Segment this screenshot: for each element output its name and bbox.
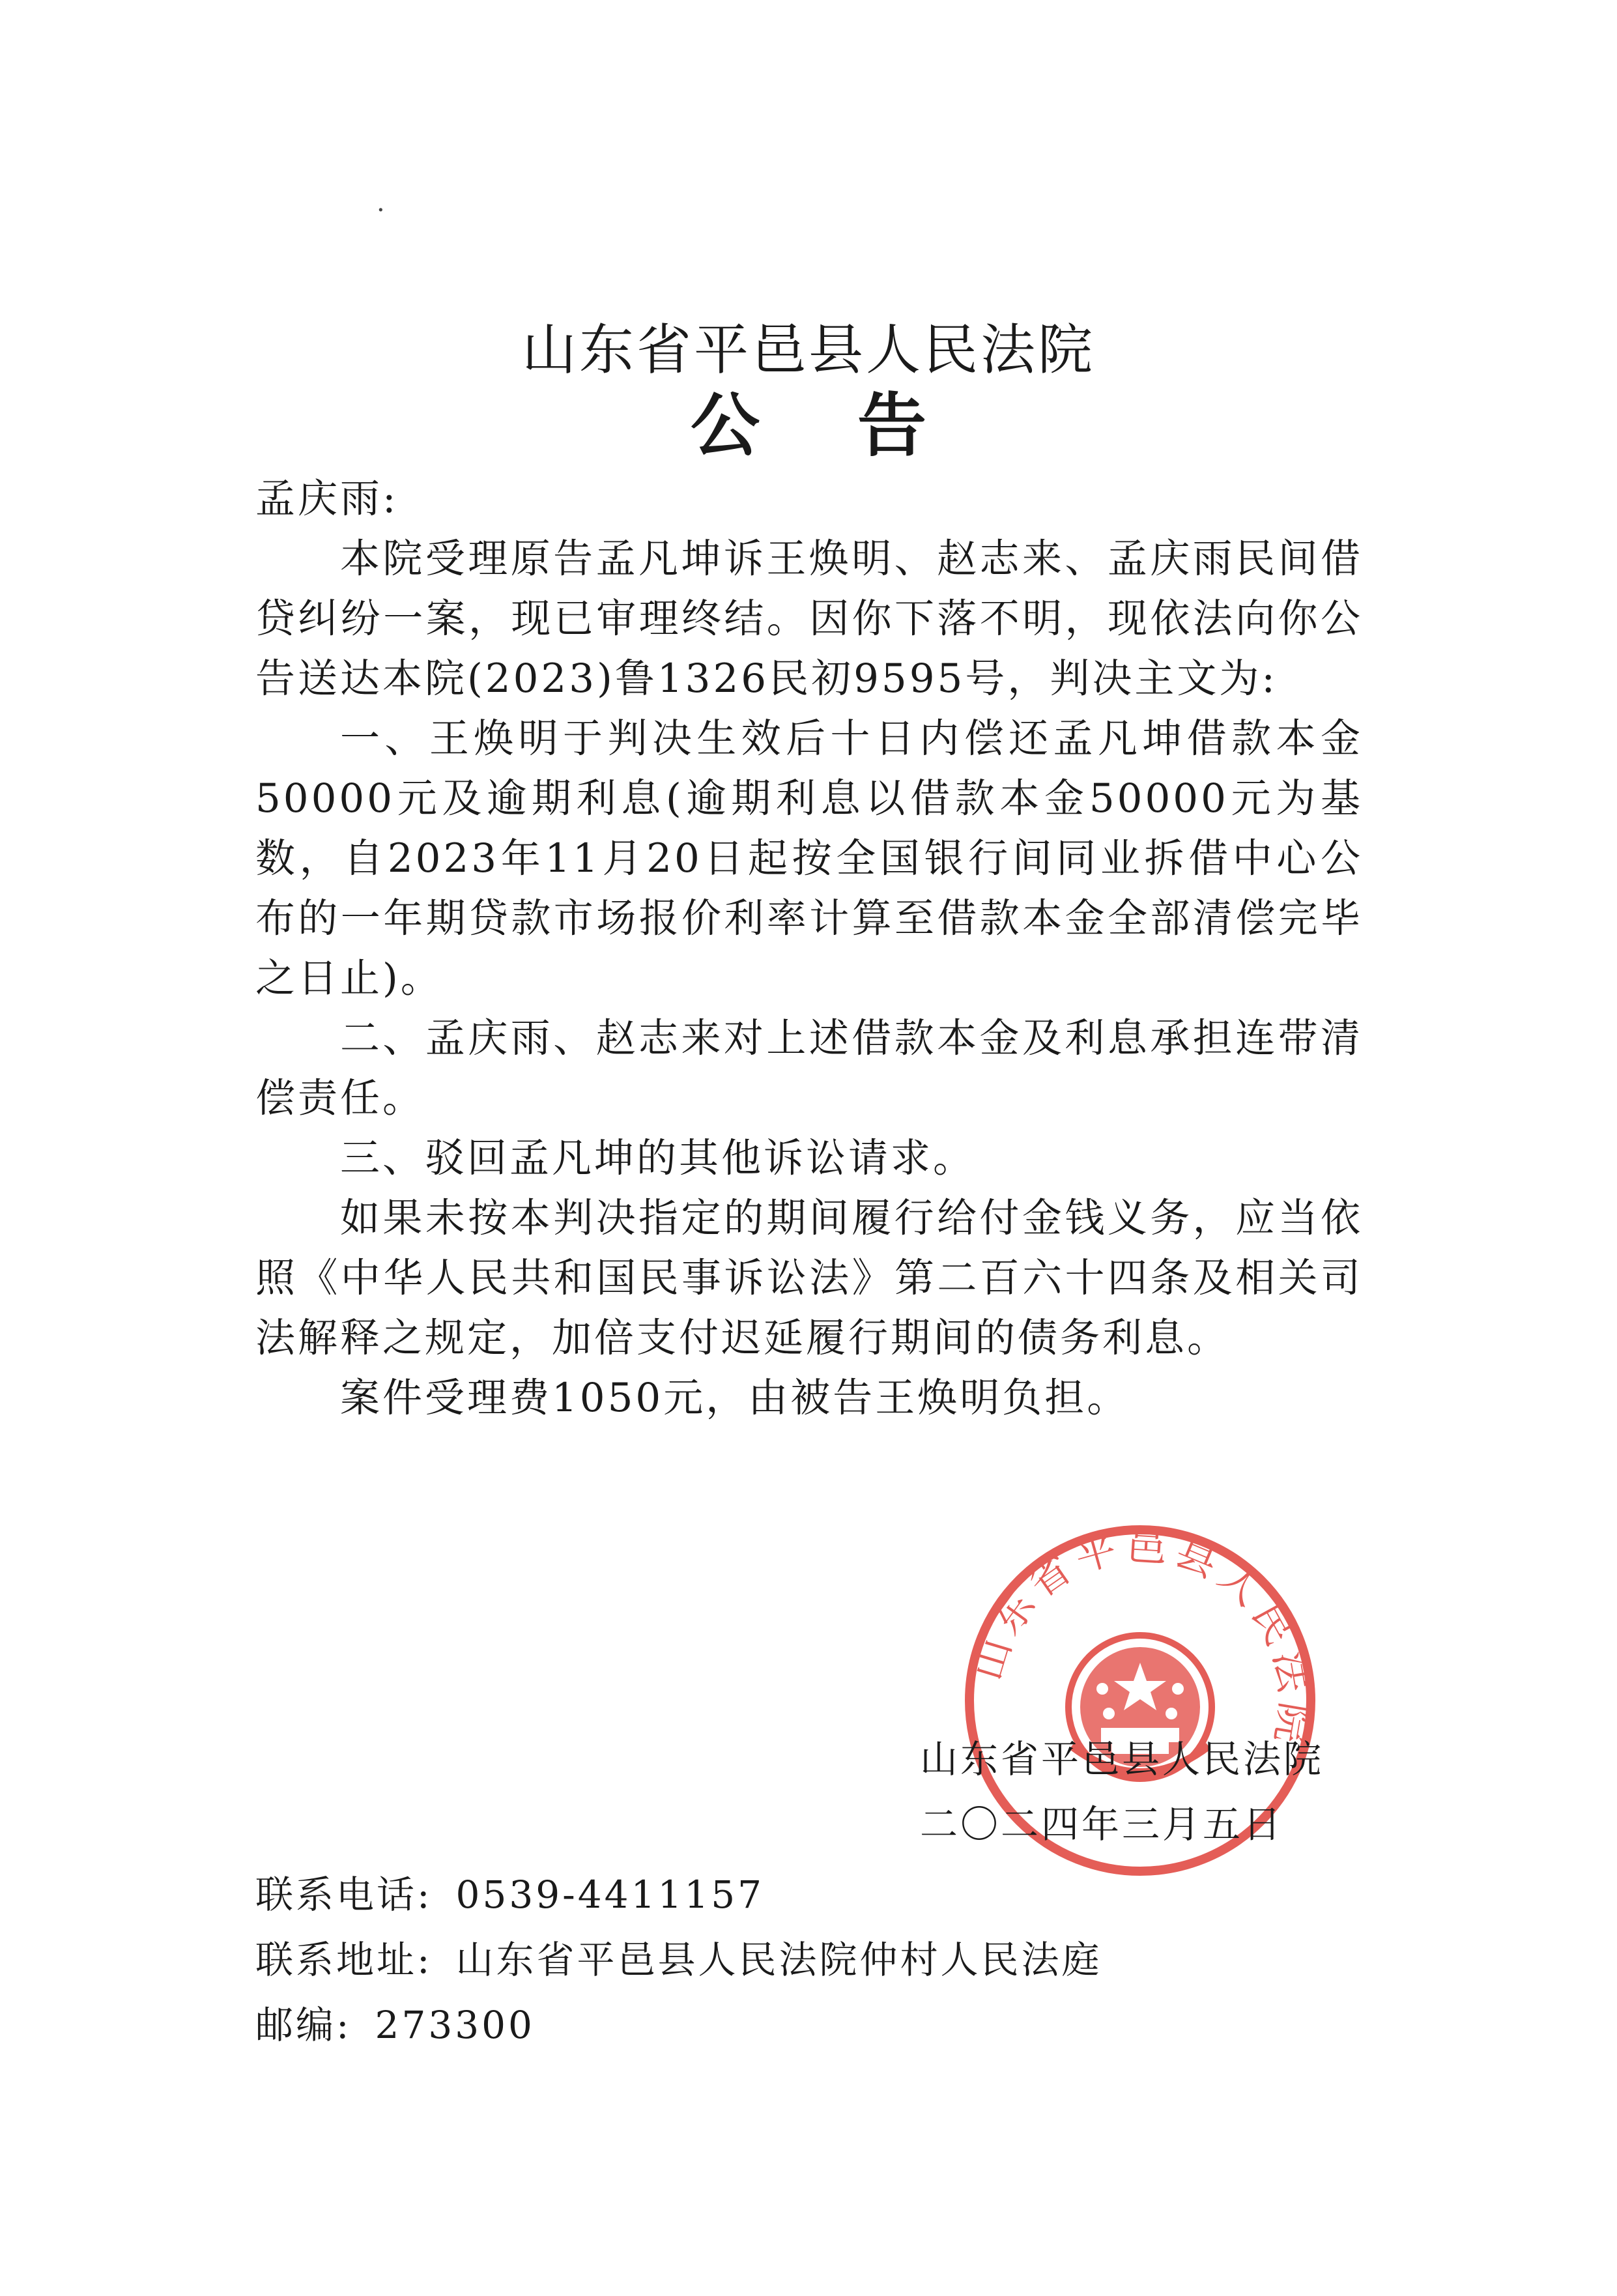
signature-court: 山东省平邑县人民法院 (920, 1737, 1324, 1781)
seal-text: 山东省平邑县人民法院 (963, 1521, 1320, 1753)
signature-block (920, 1727, 1324, 1857)
paragraph-item-1: 一、王焕明于判决生效后十日内偿还孟凡坤借款本金50000元及逾期利息(逾期利息以借款本金50000元为基数，自2023年11月20日起按全国银行间同业拆借中心公布的一年期贷款市场报价利率计算至借款本金全部清偿完毕之日止)。 (255, 715, 1363, 1001)
address-value: 山东省平邑县人民法院仲村人民法庭 (455, 1938, 1102, 1982)
notice-title: 公告 (691, 384, 1024, 466)
phone-value: 0539-4411157 (455, 1873, 765, 1917)
paragraph-delay-interest: 如果未按本判决指定的期间履行给付金钱义务，应当依照《中华人民共和国民事诉讼法》第二百六十四条及相关司法解释之规定，加倍支付迟延履行期间的债务利息。 (255, 1195, 1363, 1361)
contact-address-row (255, 1927, 1102, 1992)
stray-mark: · (377, 195, 385, 225)
addressee: 孟庆雨: (255, 476, 399, 522)
phone-label: 联系电话: (255, 1873, 433, 1917)
paragraph-item-3: 三、驳回孟凡坤的其他诉讼请求。 (340, 1135, 976, 1181)
paragraph-item-2: 二、孟庆雨、赵志来对上述借款本金及利息承担连带清偿责任。 (255, 1015, 1363, 1121)
signature-date: 二〇二四年三月五日 (920, 1802, 1284, 1846)
contact-postcode-row (255, 1992, 1102, 2058)
notice-body (255, 469, 1363, 1428)
contact-phone-row (255, 1862, 1102, 1927)
contact-block (255, 1862, 1102, 2058)
address-label: 联系地址: (255, 1938, 433, 1982)
postcode-value: 273300 (375, 2003, 535, 2047)
paragraph-intro: 本院受理原告孟凡坤诉王焕明、赵志来、孟庆雨民间借贷纠纷一案，现已审理终结。因你下落不明，现依法向你公告送达本院(2023)鲁1326民初9595号，判决主文为: (255, 536, 1363, 702)
postcode-label: 邮编: (255, 2003, 352, 2047)
court-title: 山东省平邑县人民法院 (521, 318, 1095, 382)
paragraph-court-fee: 案件受理费1050元，由被告王焕明负担。 (340, 1375, 1130, 1421)
